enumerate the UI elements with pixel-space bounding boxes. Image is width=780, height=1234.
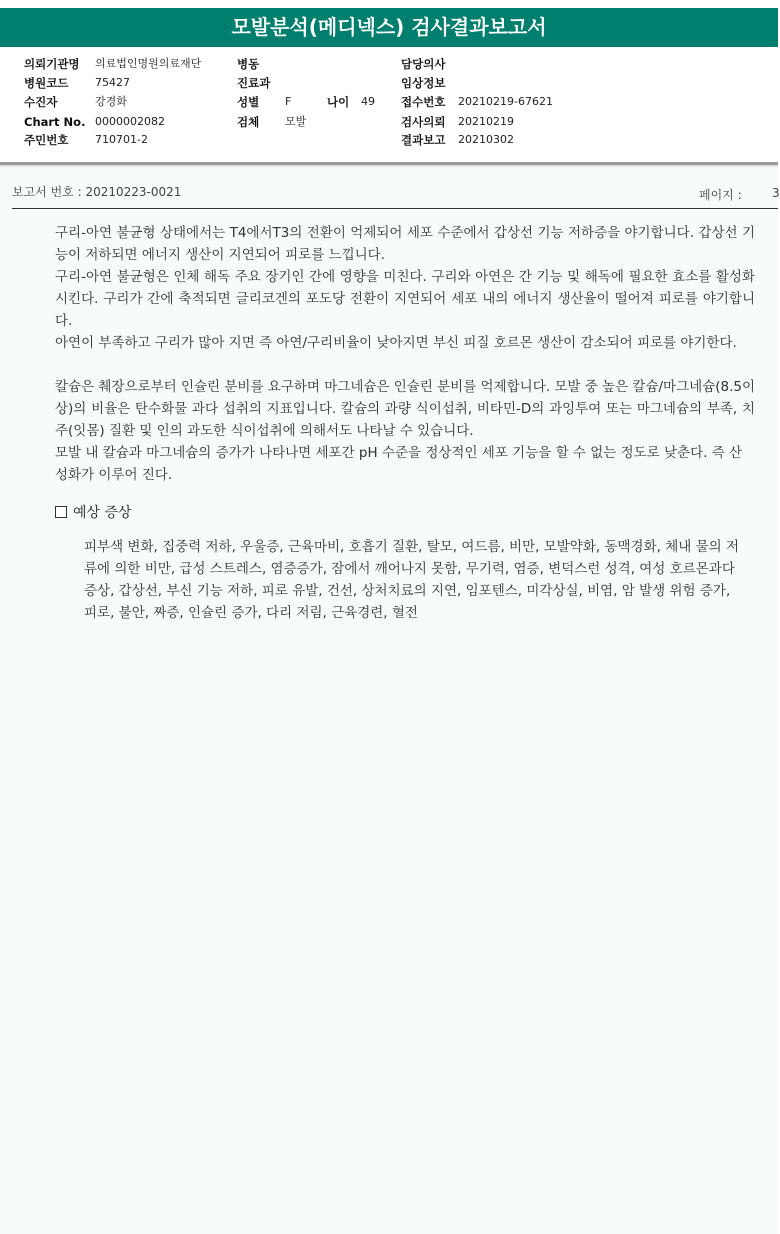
header-row-4 (0, 113, 778, 131)
expected-symptoms-list: 피부색 변화, 집중력 저하, 우울증, 근육마비, 호흡기 질환, 탈모, 여드름, 비만, 모발약화, 동맥경화, 체내 물의 저류에 의한 비만, 급성 스트레스, 염증증가, 잠에서 깨어나지 못함, 무기력, 염증, 변덕스런 성격, 여성 호르몬과다증상, 갑상선, 부신 기능 저하, 피로 유발, 건선, 상처치료의 지연, 임포텐스, 미각상실, 비염, 암 발생 위험 증가, 피로, 불안, 짜증, 인슐린 증가, 다리 저림, 근육경련, 혈전 (84, 539, 740, 621)
request-label: 검사의뢰 (401, 115, 446, 129)
age-value: 49 (361, 95, 375, 108)
page-number: 3 (772, 186, 780, 200)
clinical-info-label: 임상정보 (401, 76, 446, 90)
hospital-code-value: 75427 (95, 76, 130, 89)
interpretation-text (55, 222, 755, 486)
expected-symptoms-title: 예상 증상 (73, 505, 132, 521)
specimen-label: 검체 (237, 115, 260, 129)
sex-label: 성별 (237, 95, 260, 109)
report-number: 보고서 번호 : 20210223-0021 (12, 185, 182, 199)
report-title: 모발분석(메디넥스) 검사결과보고서 (0, 8, 778, 47)
resident-no-value: 710701-2 (95, 133, 148, 146)
dept-label: 진료과 (237, 76, 271, 90)
paragraph-adrenal: 아연이 부족하고 구리가 많아 지면 즉 아연/구리비율이 낮아지면 부신 피질 호르몬 생산이 감소되어 피로를 야기한다. (55, 335, 737, 351)
receipt-no-value: 20210219-67621 (458, 95, 553, 108)
institution-value: 의료법인명원의료재단 (95, 57, 202, 70)
hospital-code-label: 병원코드 (24, 76, 69, 90)
header-row-2 (0, 74, 778, 92)
expected-symptoms-heading (55, 502, 132, 522)
specimen-value: 모발 (285, 115, 307, 128)
examinee-value: 강경화 (95, 95, 127, 108)
sex-value: F (285, 95, 292, 108)
header-row-3 (0, 93, 778, 111)
header-row-5 (0, 131, 778, 149)
institution-label: 의뢰기관명 (24, 57, 80, 71)
paragraph-liver: 구리-아연 불균형은 인체 해독 주요 장기인 간에 영향을 미친다. 구리와 아연은 간 기능 및 해독에 필요한 효소를 활성화시킨다. 구리가 간에 축적되면 글리코겐의 포도당 전환이 지연되어 세포 내의 에너지 생산율이 떨어져 피로를 야기합니다. (55, 269, 755, 329)
paragraph-calcium: 칼슘은 췌장으로부터 인슐린 분비를 요구하며 마그네슘은 인슐린 분비를 억제합니다. 모발 중 높은 칼슘/마그네슘(8.5이상)의 비율은 탄수화물 과다 섭취의 지표입니다. 칼슘의 과량 식이섭취, 비타민-D의 과잉투여 또는 마그네슘의 부족, 치주(잇몸) 질환 및 인의 과도한 식이섭취에 의해서도 나타날 수 있습니다. (55, 379, 755, 439)
page-label: 페이지 : (699, 188, 742, 202)
request-value: 20210219 (458, 115, 514, 128)
chart-no-label: Chart No. (24, 115, 86, 129)
checkbox-square-icon (55, 506, 67, 518)
paragraph-ph: 모발 내 칼슘과 마그네슘의 증가가 나타나면 세포간 pH 수준을 정상적인 세포 기능을 할 수 없는 정도로 낮춘다. 즉 산성화가 이루어 진다. (55, 445, 743, 483)
paragraph-thyroid: 구리-아연 불균형 상태에서는 T4에서T3의 전환이 억제되어 세포 수준에서 갑상선 기능 저하증을 야기합니다. 갑상선 기능이 저하되면 에너지 생산이 지연되어 피로를 느낍니다. (55, 225, 755, 263)
ward-label: 병동 (237, 57, 260, 71)
result-label: 결과보고 (401, 133, 446, 147)
header-row-1 (0, 55, 778, 73)
examinee-label: 수진자 (24, 95, 58, 109)
receipt-no-label: 접수번호 (401, 95, 446, 109)
resident-no-label: 주민번호 (24, 133, 69, 147)
age-label: 나이 (327, 95, 350, 109)
doctor-label: 담당의사 (401, 57, 446, 71)
result-value: 20210302 (458, 133, 514, 146)
chart-no-value: 0000002082 (95, 115, 165, 128)
patient-info-header (0, 47, 778, 166)
report-divider (12, 208, 778, 209)
